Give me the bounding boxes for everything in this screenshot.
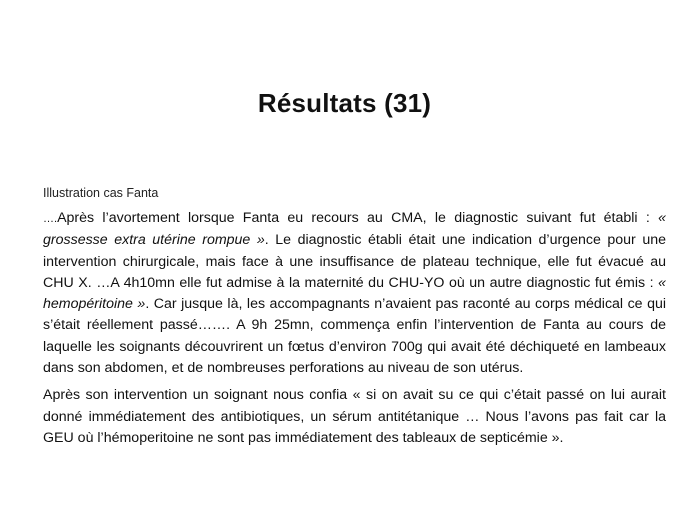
case-paragraph-1: [43, 208, 666, 379]
paragraph-1-part-1: Après l’avortement lorsque Fanta eu recours au CMA, le diagnostic suivant fut établi :: [57, 210, 659, 226]
paragraph-1-part-3: . Car jusque là, les accompagnants n’avaient pas raconté au corps médical ce qui s’était réellement passé……. A 9h 25mn, commença enfin l’intervention de Fanta au cours de laquelle les soignants découvrirent un fœtus d’environ 700g qui avait été déchiqueté en lambeaux dans son abdomen, et de nombreuses perforations au niveau de son utérus.: [43, 296, 666, 377]
slide-title: Résultats (31): [257, 88, 432, 118]
diagnosis-quote-2: « hemopéritoine »: [43, 274, 666, 313]
slide-subtitle: Illustration cas Fanta: [43, 186, 159, 200]
slide-body: [43, 208, 666, 455]
paragraph-1-part-2: . Le diagnostic établi était une indication d’urgence pour une intervention chirurgicale, mais face à une insuffisance de plateau technique, elle fut évacué au CHU X. …A 4h10mn elle fut admise à la maternité du CHU-YO où un autre diagnostic fut émis :: [43, 232, 666, 291]
case-paragraph-2: Après son intervention un soignant nous confia « si on avait su ce qui c’était passé on lui aurait donné immédiatement des antibiotiques, un sérum antitétanique … Nous l’avons pas fait car la GEU où l’hémoperitoine ne sont pas immédiatement des tableaux de septicémie ».: [43, 387, 666, 446]
leading-dots: ….: [43, 213, 58, 225]
diagnosis-quote-1: « grossesse extra utérine rompue »: [43, 210, 666, 249]
